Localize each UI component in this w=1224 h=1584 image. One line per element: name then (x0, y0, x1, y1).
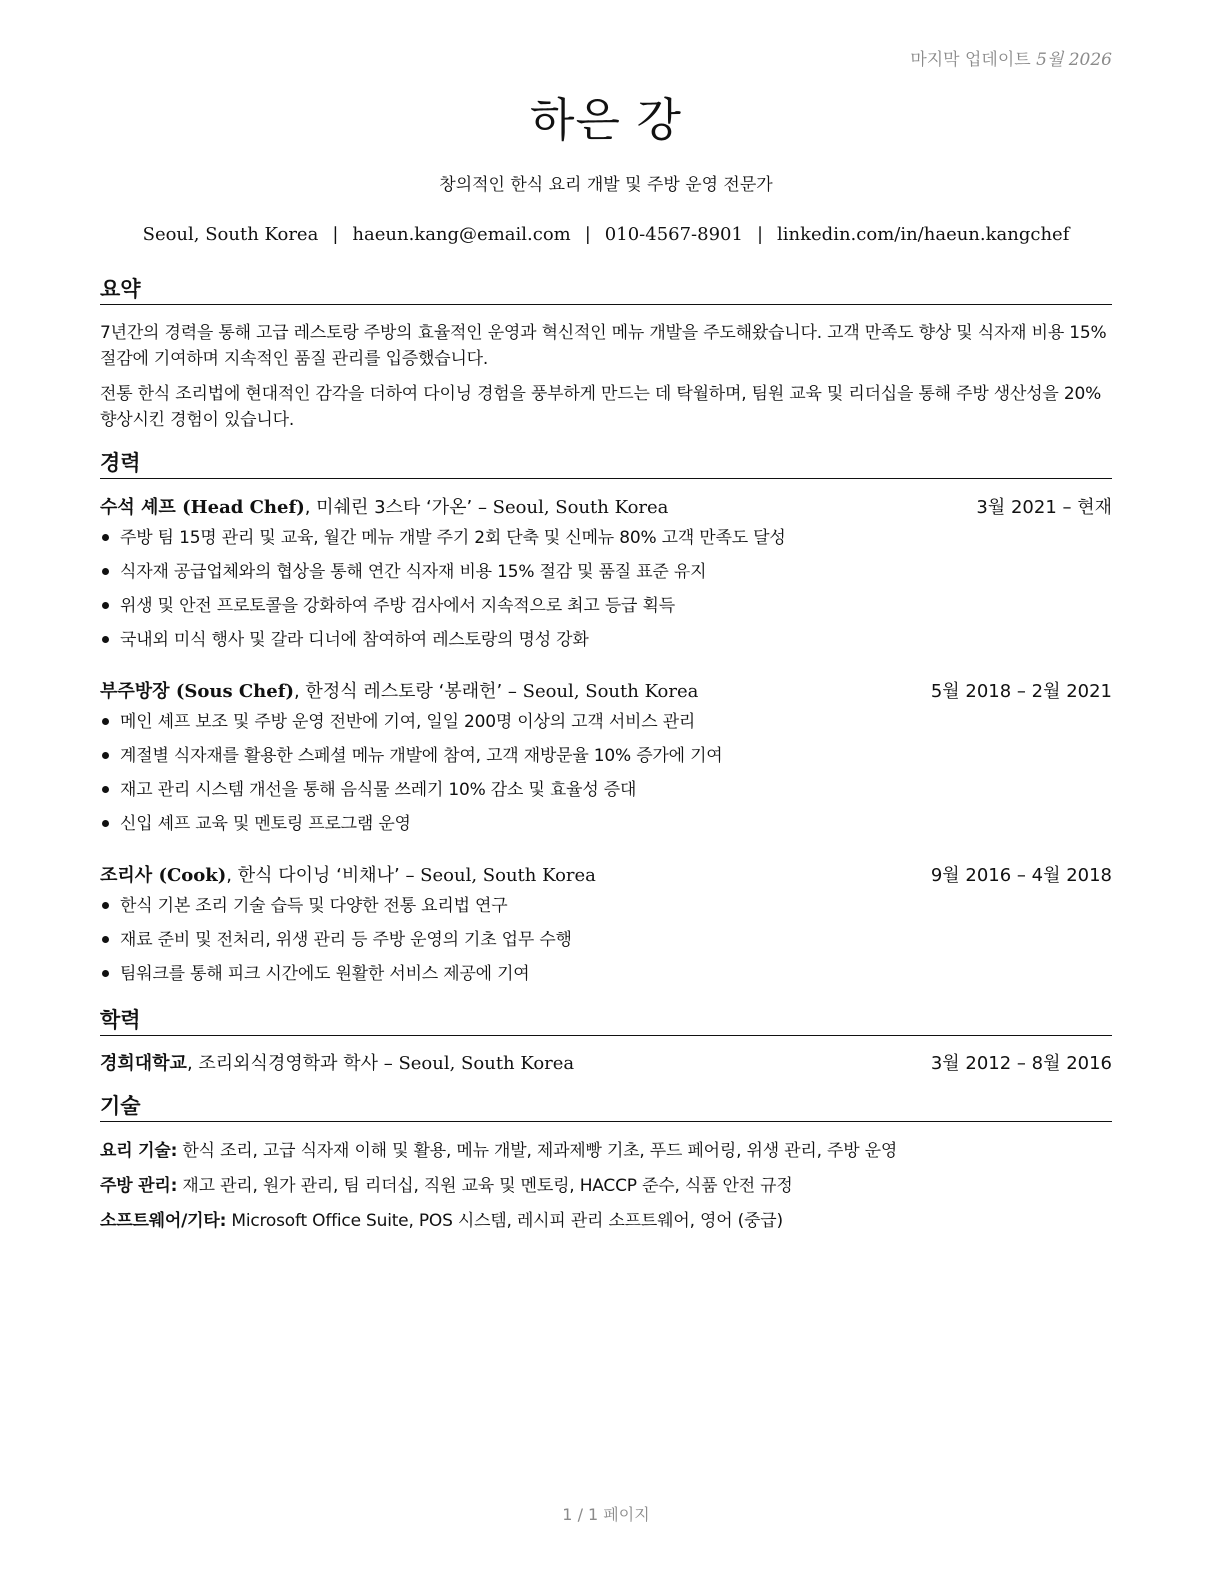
job-bullets (100, 705, 1112, 841)
skill-label: 주방 관리: (100, 1176, 178, 1196)
job-bullets (100, 889, 1112, 991)
section-title-education: 학력 (100, 1007, 1112, 1036)
education-dates: 3월 2012 – 8월 2016 (930, 1053, 1112, 1074)
contact-email[interactable]: haeun.kang@email.com (352, 224, 571, 245)
bullet-icon (102, 936, 109, 943)
list-item: 주방 팀 15명 관리 및 교육, 월간 메뉴 개발 주기 2회 단축 및 신메뉴 80% 고객 만족도 달성 (100, 521, 1112, 555)
job-org: , 한식 다이닝 ‘비채나’ (226, 865, 400, 886)
bullet-icon (102, 786, 109, 793)
bullet-icon (102, 602, 109, 609)
skill-row (100, 1209, 1112, 1233)
skill-label: 요리 기술: (100, 1141, 178, 1161)
list-item: 팀워크를 통해 피크 시간에도 원활한 서비스 제공에 기여 (100, 957, 1112, 991)
skill-value: 재고 관리, 원가 관리, 팀 리더십, 직원 교육 및 멘토링, HACCP 준수, 식품 안전 규정 (177, 1176, 793, 1196)
job-location: – Seoul, South Korea (399, 865, 596, 886)
skill-row (100, 1139, 1112, 1163)
job-header (100, 864, 1112, 888)
contact-separator: | (332, 224, 339, 245)
section-title-experience: 경력 (100, 450, 1112, 479)
education-school: 경희대학교 (100, 1053, 187, 1074)
bullet-icon (102, 568, 109, 575)
list-item: 국내외 미식 행사 및 갈라 디너에 참여하여 레스토랑의 명성 강화 (100, 623, 1112, 657)
resume-page (100, 0, 1112, 1584)
education-entry (100, 1052, 1112, 1076)
skill-value: 한식 조리, 고급 식자재 이해 및 활용, 메뉴 개발, 제과제빵 기초, 푸드 페어링, 위생 관리, 주방 운영 (177, 1141, 898, 1161)
candidate-name: 하은 강 (530, 93, 682, 147)
list-item: 한식 기본 조리 기술 습득 및 다양한 전통 요리법 연구 (100, 889, 1112, 923)
job-role-en: (Head Chef) (182, 497, 305, 518)
section-title-skills: 기술 (100, 1093, 1112, 1122)
job-role: 수석 셰프 (100, 497, 176, 518)
bullet-icon (102, 752, 109, 759)
candidate-tagline: 창의적인 한식 요리 개발 및 주방 운영 전문가 (439, 175, 773, 195)
job-role-en: (Cook) (158, 865, 227, 886)
bullet-icon (102, 820, 109, 827)
contact-separator: | (584, 224, 591, 245)
skill-value: Microsoft Office Suite, POS 시스템, 레시피 관리 소프트웨어, 영어 (중급) (226, 1211, 783, 1231)
skill-row (100, 1174, 1112, 1198)
summary-paragraph: 7년간의 경력을 통해 고급 레스토랑 주방의 효율적인 운영과 혁신적인 메뉴 개발을 주도해왔습니다. 고객 만족도 향상 및 식자재 비용 15% 절감에 기여하며 지속적인 품질 관리를 입증했습니다. (100, 323, 1107, 369)
last-updated-label: 마지막 업데이트 (910, 50, 1031, 70)
list-item: 재고 관리 시스템 개선을 통해 음식물 쓰레기 10% 감소 및 효율성 증대 (100, 773, 1112, 807)
list-item: 식자재 공급업체와의 협상을 통해 연간 식자재 비용 15% 절감 및 품질 표준 유지 (100, 555, 1112, 589)
list-item: 위생 및 안전 프로토콜을 강화하여 주방 검사에서 지속적으로 최고 등급 획득 (100, 589, 1112, 623)
page-number: 1 / 1 페이지 (562, 1505, 650, 1524)
job-org: , 한정식 레스토랑 ‘봉래헌’ (293, 681, 503, 702)
job-dates: 9월 2016 – 4월 2018 (930, 865, 1112, 886)
job-role-en: (Sous Chef) (175, 681, 294, 702)
job-dates: 3월 2021 – 현재 (976, 497, 1112, 518)
job-header (100, 680, 1112, 704)
last-updated (910, 45, 1112, 70)
list-item: 재료 준비 및 전처리, 위생 관리 등 주방 운영의 기초 업무 수행 (100, 923, 1112, 957)
skill-label: 소프트웨어/기타: (100, 1211, 227, 1231)
education-degree: , 조리외식경영학과 학사 (186, 1053, 378, 1074)
job-role: 조리사 (100, 865, 153, 886)
bullet-icon (102, 636, 109, 643)
job-role: 부주방장 (100, 681, 170, 702)
list-item: 메인 셰프 보조 및 주방 운영 전반에 기여, 일일 200명 이상의 고객 서비스 관리 (100, 705, 1112, 739)
bullet-icon (102, 970, 109, 977)
job-org: , 미쉐린 3스타 ‘가온’ (304, 497, 473, 518)
job-location: – Seoul, South Korea (472, 497, 669, 518)
contact-phone: 010-4567-8901 (604, 224, 743, 245)
bullet-icon (102, 718, 109, 725)
summary-paragraph: 전통 한식 조리법에 현대적인 감각을 더하여 다이닝 경험을 풍부하게 만드는 데 탁월하며, 팀원 교육 및 리더십을 통해 주방 생산성을 20% 향상시킨 경험이 있습니다. (100, 384, 1102, 430)
education-location: – Seoul, South Korea (378, 1053, 575, 1074)
last-updated-date: 5월 2026 (1036, 50, 1112, 70)
contact-separator: | (756, 224, 764, 245)
list-item: 계절별 식자재를 활용한 스페셜 메뉴 개발에 참여, 고객 재방문율 10% 증가에 기여 (100, 739, 1112, 773)
list-item: 신입 셰프 교육 및 멘토링 프로그램 운영 (100, 807, 1112, 841)
bullet-icon (102, 902, 109, 909)
bullet-icon (102, 534, 109, 541)
contact-location: Seoul, South Korea (142, 224, 319, 245)
job-dates: 5월 2018 – 2월 2021 (930, 681, 1112, 702)
job-bullets (100, 521, 1112, 657)
contact-linkedin[interactable]: linkedin.com/in/haeun.kangchef (777, 224, 1070, 245)
contact-line (100, 224, 1112, 245)
job-location: – Seoul, South Korea (502, 681, 699, 702)
job-header (100, 496, 1112, 520)
section-title-summary: 요약 (100, 276, 1112, 305)
